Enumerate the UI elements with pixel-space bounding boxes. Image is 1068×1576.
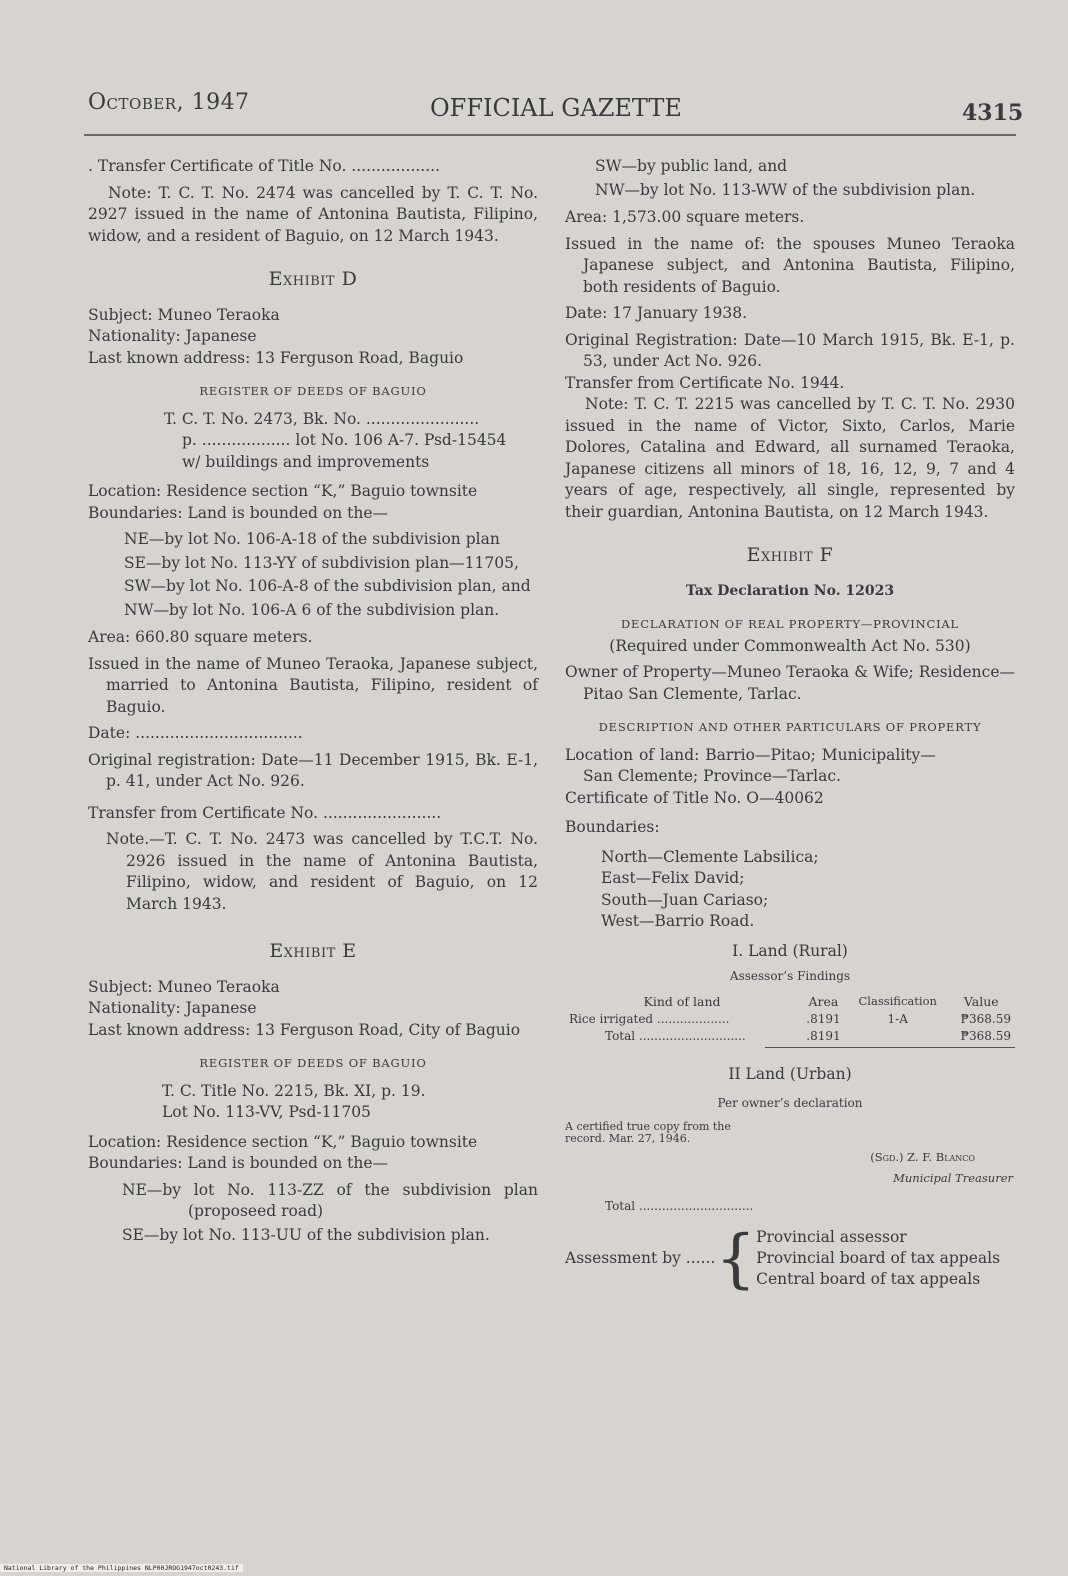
declaration-heading: DECLARATION OF REAL PROPERTY—PROVINCIAL [621, 617, 959, 631]
header-rule [84, 134, 1016, 136]
table-cell: ₱368.59 [960, 1011, 1011, 1026]
header-date: October, 1947 [88, 90, 250, 115]
table-cell: 1-A [887, 1011, 908, 1026]
urban-total: Total .............................. [605, 1198, 754, 1213]
assessment-option: Provincial board of tax appeals [756, 1249, 1001, 1267]
exhibit-e-title: Exhibit E [269, 940, 357, 962]
table-header: Value [963, 993, 999, 1009]
exhibit-e-title-block [88, 1081, 538, 1124]
exhibit-e-date: Date: 17 January 1938. [565, 304, 747, 322]
assessment-options [756, 1227, 1000, 1290]
exhibit-e-location: Location: Residence section “K,” Baguio townsite [88, 1132, 478, 1151]
assessor-table [565, 992, 1015, 1045]
exhibit-f-title: Exhibit F [746, 544, 834, 566]
table-row [565, 1028, 1015, 1045]
exhibit-d-original: Original registration: Date—11 December 1915, Bk. E-1, p. 41, under Act No. 926. [88, 750, 538, 790]
boundaries-label: Boundaries: [565, 818, 660, 836]
table-cell: .8191 [806, 1028, 841, 1043]
boundary-list [565, 847, 1015, 933]
signature: (Sgd.) Z. F. Blanco [870, 1149, 975, 1164]
exhibit-e-address: Last known address: 13 Ferguson Road, City of Baguio [88, 1020, 521, 1039]
exhibit-e-boundary-list-cont [565, 156, 1015, 201]
boundary-item: NW—by lot No. 113-WW of the subdivision plan. [595, 180, 976, 199]
exhibit-e-subject: Subject: Muneo Teraoka [88, 977, 280, 996]
table-row [565, 1011, 1015, 1028]
assessment-block [565, 1221, 1015, 1296]
exhibit-d-address: Last known address: 13 Ferguson Road, Baguio [88, 348, 464, 367]
tax-declaration-number: Tax Declaration No. 12023 [685, 582, 895, 599]
exhibit-d-subject: Subject: Muneo Teraoka [88, 305, 280, 324]
left-column [88, 156, 538, 1248]
boundary-item: SE—by lot No. 113-YY of subdivision plan—11705, [124, 553, 519, 572]
scan-footer: National Library of the Philippines NLP00JROG1947oct0243.tif [0, 1564, 243, 1572]
table-header: Kind of land [643, 993, 721, 1009]
exhibit-e-boundaries: Boundaries: Land is bounded on the— [88, 1154, 388, 1172]
boundary-item: NE—by lot No. 106-A-18 of the subdivision plan [124, 530, 500, 548]
land-urban-heading: II Land (Urban) [728, 1064, 852, 1083]
assessment-option: Central board of tax appeals [756, 1270, 981, 1288]
exhibit-d-note: Note.—T. C. T. No. 2473 was cancelled by T.C.T. No. 2926 issued in the name of Antonina Bautista, Filipino, widow, and resident of Baguio, on 12 March 1943. [106, 830, 538, 913]
exhibit-e-register: REGISTER OF DEEDS OF BAGUIO [199, 1056, 427, 1070]
boundary-north: North—Clemente Labsilica; [601, 847, 819, 866]
table-cell: .8191 [806, 1011, 841, 1026]
exhibit-e-area: Area: 1,573.00 square meters. [565, 208, 805, 226]
table-header: Area [808, 993, 839, 1009]
boundary-item: SW—by public land, and [595, 157, 788, 175]
table-cell: Total ............................ [605, 1028, 746, 1043]
exhibit-e-original: Original Registration: Date—10 March 1915, Bk. E-1, p. 53, under Act No. 926. [565, 330, 1015, 370]
exhibit-e-transfer: Transfer from Certificate No. 1944. [565, 373, 845, 392]
brace-icon: { [715, 1221, 757, 1296]
exhibit-d-date: Date: .................................. [88, 724, 303, 742]
certificate-of-title: Certificate of Title No. O—40062 [565, 788, 824, 807]
exhibit-e-note: Note: T. C. T. 2215 was cancelled by T. C. T. No. 2930 issued in the name of Victor, Sixto, Carlos, Marie Dolores, Catalina and Edward, all surnamed Teraoka, Japanese citizens all minors of 18, 16, 12, 9, 7 and 4 years of age, respectively, all single, represented by their guardian, Antonina Bautista, on 12 March 1943. [565, 395, 1015, 521]
exhibit-d-area: Area: 660.80 square meters. [88, 628, 313, 646]
note-prev: Note: T. C. T. No. 2474 was cancelled by T. C. T. No. 2927 issued in the name of Antonina Bautista, Filipino, widow, and a resident of Baguio, on 12 March 1943. [88, 183, 538, 245]
table-total-rule [765, 1047, 1015, 1048]
exhibit-e-title2: Lot No. 113-VV, Psd-11705 [162, 1103, 371, 1121]
exhibit-d-tct3: w/ buildings and improvements [182, 452, 430, 471]
location-of-land-cont: San Clemente; Province—Tarlac. [583, 767, 841, 785]
right-column [565, 156, 1015, 1296]
exhibit-d-tct-block [88, 409, 538, 474]
boundary-item: NE—by lot No. 113-ZZ of the subdivision plan (proposeed road) [122, 1180, 538, 1220]
per-owner-declaration: Per owner’s declaration [717, 1096, 863, 1110]
exhibit-d-tct1: T. C. T. No. 2473, Bk. No. ....................... [164, 409, 480, 428]
declaration-required: (Required under Commonwealth Act No. 530) [609, 636, 971, 655]
exhibit-d-boundary-list [88, 529, 538, 621]
exhibit-d-register: REGISTER OF DEEDS OF BAGUIO [199, 384, 427, 398]
table-header: Classification [858, 994, 937, 1008]
boundary-item: NW—by lot No. 106-A 6 of the subdivision plan. [124, 600, 500, 619]
exhibit-d-location: Location: Residence section “K,” Baguio townsite [88, 482, 478, 500]
signatory-title: Municipal Treasurer [893, 1171, 1013, 1185]
boundary-west: West—Barrio Road. [601, 912, 755, 930]
table-cell: ₱368.59 [960, 1028, 1011, 1043]
page-number: 4315 [962, 100, 1024, 126]
description-heading: DESCRIPTION AND OTHER PARTICULARS OF PROPERTY [598, 720, 982, 734]
certified-copy: A certified true copy from the record. Mar. 27, 1946. [565, 1119, 731, 1145]
table-cell: Rice irrigated ................... [569, 1011, 730, 1026]
property-owner: Owner of Property—Muneo Teraoka & Wife; Residence—Pitao San Clemente, Tarlac. [565, 663, 1015, 703]
exhibit-e-title1: T. C. Title No. 2215, Bk. XI, p. 19. [162, 1081, 426, 1100]
assessor-findings: Assessor’s Findings [729, 969, 851, 983]
assessment-by-label: Assessment by ...... [565, 1248, 716, 1267]
exhibit-e-issued: Issued in the name of: the spouses Muneo Teraoka Japanese subject, and Antonina Bautista, Filipino, both residents of Baguio. [565, 234, 1015, 296]
exhibit-d-nationality: Nationality: Japanese [88, 327, 257, 345]
exhibit-d-issued: Issued in the name of Muneo Teraoka, Japanese subject, married to Antonina Bautista, Filipino, resident of Baguio. [88, 654, 538, 716]
location-of-land: Location of land: Barrio—Pitao; Municipality— [565, 745, 936, 764]
exhibit-e-boundary-list [88, 1180, 538, 1247]
exhibit-d-transfer: Transfer from Certificate No. ........................ [88, 803, 442, 822]
assessment-option: Provincial assessor [756, 1228, 907, 1246]
exhibit-d-title: Exhibit D [268, 268, 358, 290]
exhibit-d-tct2: p. .................. lot No. 106 A-7. Psd-15454 [182, 431, 507, 449]
boundary-east: East—Felix David; [601, 869, 745, 887]
boundary-item: SE—by lot No. 113-UU of the subdivision plan. [122, 1225, 490, 1244]
boundary-south: South—Juan Cariaso; [601, 890, 769, 909]
exhibit-d-boundaries: Boundaries: Land is bounded on the— [88, 503, 388, 522]
table-header-row [565, 992, 1015, 1011]
land-rural-heading: I. Land (Rural) [732, 941, 848, 960]
table-cell [848, 1028, 948, 1045]
header-title: OFFICIAL GAZETTE [430, 94, 682, 122]
tct-line: . Transfer Certificate of Title No. .................. [88, 157, 440, 175]
exhibit-e-nationality: Nationality: Japanese [88, 999, 257, 1017]
boundary-item: SW—by lot No. 106-A-8 of the subdivision plan, and [124, 577, 531, 595]
